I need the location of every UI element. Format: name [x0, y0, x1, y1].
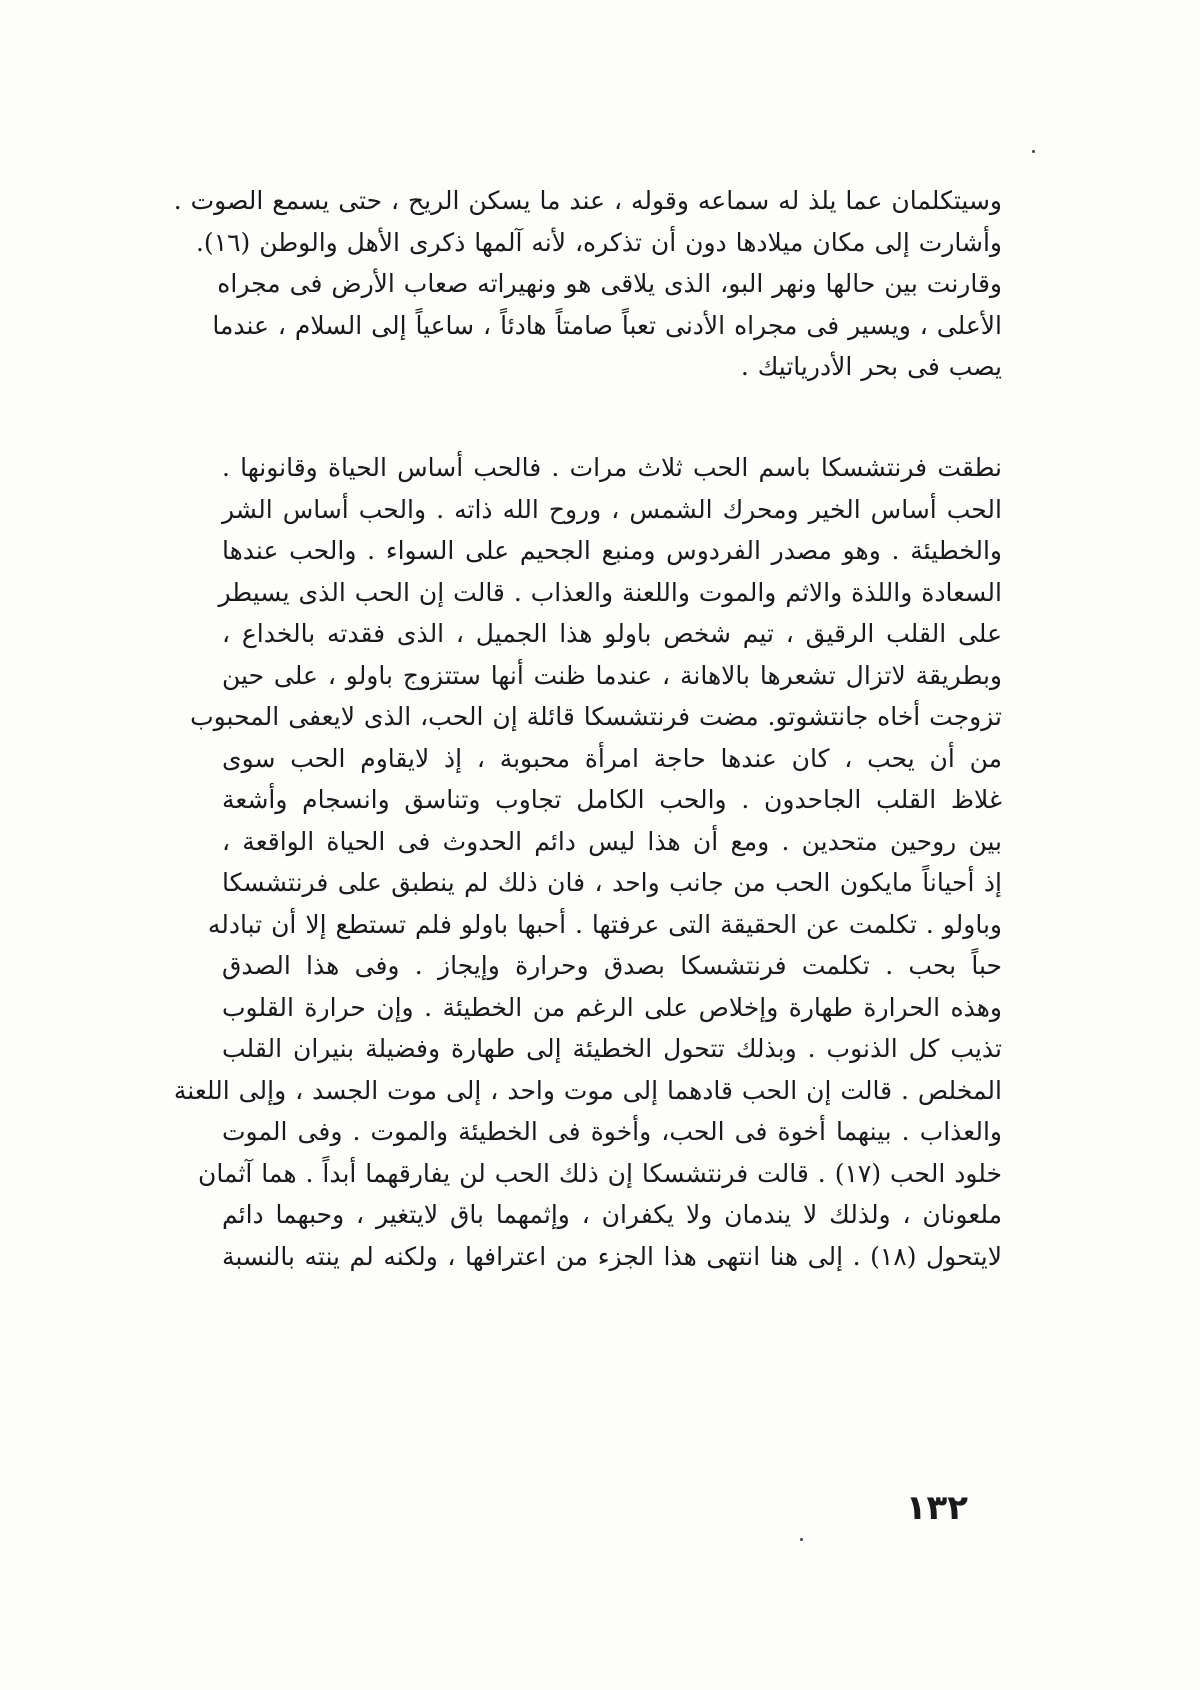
text-line: وسيتكلمان عما يلذ له سماعه وقوله ، عند ما يسكن الريح ، حتى يسمع الصوت .	[173, 186, 1002, 215]
text-line: الأعلى ، ويسير فى مجراه الأدنى تعباً صامتاً هادئاً ، ساعياً إلى السلام ، عندما	[212, 310, 1002, 340]
text-line: وبطريقة لاتزال تشعرها بالاهانة ، عندما ظنت أنها ستتزوج باولو ، على حين	[222, 660, 1002, 690]
text-line: على القلب الرقيق ، تيم شخص باولو هذا الجميل ، الذى فقدته بالخداع ،	[222, 619, 1002, 648]
text-line: وقارنت بين حالها ونهر البو، الذى يلاقى هو ونهيراته صعاب الأرض فى مجراه	[217, 269, 1002, 298]
page-number: ١٣٢	[905, 1488, 968, 1528]
text-line: الحب أساس الخير ومحرك الشمس ، وروح الله ذاته . والحب أساس الشر	[222, 494, 1002, 524]
text-line: ملعونان ، ولذلك لا يندمان ولا يكفران ، وإثمهما باق لايتغير ، وحبهما دائم	[222, 1200, 1002, 1229]
text-line: من أن يحب ، كان عندها حاجة امرأة محبوبة ، إذ لايقاوم الحب سوى	[222, 743, 1002, 773]
text-line: يصب فى بحر الأدرياتيك .	[740, 352, 1002, 381]
scan-speck	[1032, 150, 1035, 153]
text-line: غلاظ القلب الجاحدون . والحب الكامل تجاوب وتناسق وانسجام وأشعة	[222, 785, 1002, 814]
text-line: إذ أحياناً مايكون الحب من جانب واحد ، فان ذلك لم ينطبق على فرنتشسكا	[222, 868, 1002, 897]
text-line: وأشارت إلى مكان ميلادها دون أن تذكره، لأنه آلمها ذكرى الأهل والوطن (١٦).	[195, 227, 1002, 257]
scan-speck	[800, 1538, 803, 1541]
text-line: خلود الحب (١٧) . قالت فرنتشسكا إن ذلك الحب لن يفارقهما أبداً . هما آثمان	[198, 1158, 1002, 1188]
text-line: وباولو . تكلمت عن الحقيقة التى عرفتها . أحبها باولو فلم تستطع إلا أن تبادله	[207, 909, 1002, 939]
text-line: لايتحول (١٨) . إلى هنا انتهى هذا الجزء من اعترافها ، ولكنه لم ينته بالنسبة	[222, 1241, 1002, 1271]
text-line: السعادة واللذة والاثم والموت واللعنة والعذاب . قالت إن الحب الذى يسيطر	[218, 577, 1002, 607]
text-line: المخلص . قالت إن الحب قادهما إلى موت واحد ، إلى موت الجسد ، وإلى اللعنة	[173, 1075, 1002, 1105]
paragraph-1	[173, 180, 1002, 388]
paragraph-2	[173, 447, 1002, 1277]
text-line: حباً بحب . تكلمت فرنتشسكا بصدق وحرارة وإيجاز . وفى هذا الصدق	[222, 951, 1002, 980]
text-line: وهذه الحرارة طهارة وإخلاص على الرغم من الخطيئة . وإن حرارة القلوب	[222, 992, 1002, 1022]
text-line: تزوجت أخاه جانتشوتو. مضت فرنتشسكا قائلة إن الحب، الذى لايعفى المحبوب	[190, 702, 1002, 731]
text-line: بين روحين متحدين . ومع أن هذا ليس دائم الحدوث فى الحياة الواقعة ،	[222, 826, 1002, 856]
text-line: نطقت فرنتشسكا باسم الحب ثلاث مرات . فالحب أساس الحياة وقانونها .	[222, 453, 1002, 482]
text-line: والعذاب . بينهما أخوة فى الحب، وأخوة فى الخطيئة والموت . وفى الموت	[222, 1117, 1002, 1146]
text-line: تذيب كل الذنوب . وبذلك تتحول الخطيئة إلى طهارة وفضيلة بنيران القلب	[222, 1034, 1002, 1063]
text-line: والخطيئة . وهو مصدر الفردوس ومنبع الجحيم على السواء . والحب عندها	[222, 536, 1002, 565]
